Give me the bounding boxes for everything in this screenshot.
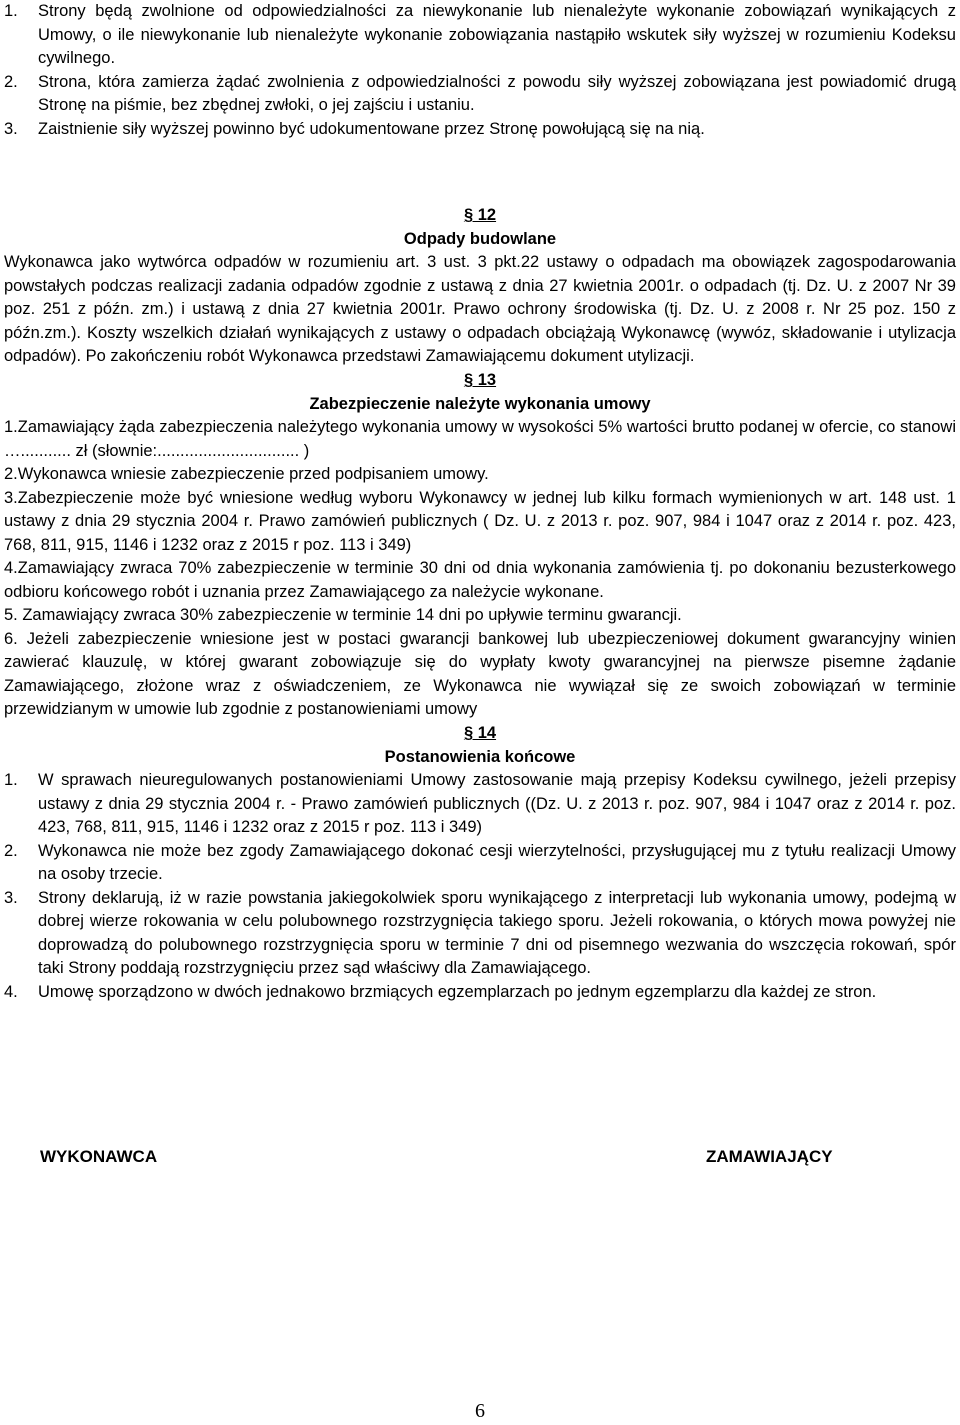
section-12	[4, 204, 956, 369]
list-item: 1. W sprawach nieuregulowanych postanowieniami Umowy zastosowanie mają przepisy Kodeksu cywilnego, jeżeli przepisy ustawy z dnia 29 stycznia 2004 r. - Prawo zamówień publicznych ((Dz. U. z 2013 r. poz. 907, 984 i 1047 oraz z 2014 r. poz. 423, 768, 811, 915, 1146 i 1232 oraz z 2015 r poz. 113 i 349)	[4, 771, 956, 836]
section-heading: § 12 Odpady budowlane	[403, 206, 557, 248]
paragraph: 5. Zamawiający zwraca 30% zabezpieczenie w terminie 14 dni po upływie terminu gwarancji.	[4, 606, 682, 624]
section-body: Wykonawca jako wytwórca odpadów w rozumieniu art. 3 ust. 3 pkt.22 ustawy o odpadach ma obowiązek zagospodarowania powstałych podczas realizacji zadania odpadów zgodnie z ustawą z dnia 27 kwietnia 2001r. o odpadach (tj. Dz. U. z 2007 Nr 39 poz. 251 z późn. zm.) i ustawą z dnia 27 kwietnia 2001r. Prawo ochrony środowiska (tj. Dz. U. z 2008 r. Nr 25 poz. 150 z późn.zm.). Koszty wszelkich działań wynikających z ustawy o odpadach obciążają Wykonawcę (wywóz, składowanie i utylizacja odpadów). Po zakończeniu robót Wykonawca przedstawi Zamawiającemu dokument utylizacji.	[4, 253, 956, 365]
paragraph: 4.Zamawiający zwraca 70% zabezpieczenie w terminie 30 dni od dnia wykonania zamówienia tj. po dokonaniu bezusterkowego odbioru końcowego robót i uznania przez Zamawiającego za należycie wykonane.	[4, 559, 956, 601]
signature-client: ZAMAWIAJĄCY	[706, 1147, 833, 1166]
force-majeure-list	[4, 0, 956, 141]
list-item: 3. Strony deklarują, iż w razie powstania jakiegokolwiek sporu wynikającego z interpretacji lub wykonania umowy, podejmą w dobrej wierze rokowania w celu polubownego rozstrzygnięcia takiego sporu. Jeżeli rokowania, o których mowa powyżej nie doprowadzą do polubownego rozstrzygnięcia sporu w terminie 7 dni od pisemnego wezwania do wszczęcia rokowań, spór taki Strony poddają rozstrzygnięciu przez sąd właściwy dla Zamawiającego.	[4, 888, 956, 977]
page-number: 6	[475, 1400, 485, 1422]
section-13	[4, 369, 956, 722]
list-item: 2. Strona, która zamierza żądać zwolnienia z odpowiedzialności z powodu siły wyższej zobowiązana jest powiadomić drugą Stronę na piśmie, bez zbędnej zwłoki, o jej zajściu i ustaniu.	[4, 72, 956, 114]
section-14	[4, 722, 956, 1004]
list-item: 2. Wykonawca nie może bez zgody Zamawiającego dokonać cesji wierzytelności, przysługującej mu z tytułu realizacji Umowy na osoby trzecie.	[4, 841, 956, 883]
paragraph: 6. Jeżeli zabezpieczenie wniesione jest w postaci gwarancji bankowej lub ubezpieczeniowej dokument gwarancyjny winien zawierać klauzulę, w której gwarant zobowiązuje się do wypłaty kwoty gwarancyjnej na pierwsze pisemne żądanie Zamawiającego, złożone wraz z oświadczeniem, ze Wykonawca nie wywiązał się ze swoich zobowiązań w terminie przewidzianym w umowie lub zgodnie z postanowieniami umowy	[4, 629, 956, 718]
list-item: 4. Umowę sporządzono w dwóch jednakowo brzmiących egzemplarzach po jednym egzemplarzu dla każdej ze stron.	[4, 982, 877, 1001]
section-heading: § 14 Postanowienia końcowe	[384, 724, 576, 766]
signature-contractor: WYKONAWCA	[40, 1147, 158, 1166]
section-heading: § 13 Zabezpieczenie należyte wykonania umowy	[309, 371, 651, 413]
list-item: 1. Strony będą zwolnione od odpowiedzialności za niewykonanie lub nienależyte wykonanie zobowiązań wynikających z Umowy, o ile niewykonanie lub nienależyte wykonanie zobowiązania nastąpiło wskutek siły wyższej w rozumieniu Kodeksu cywilnego.	[4, 2, 956, 67]
paragraph: 1.Zamawiający żąda zabezpieczenia należytego wykonania umowy w wysokości 5% wartości brutto podanej w ofercie, co stanowi …........... zł (słownie:............................... )	[4, 418, 956, 460]
paragraph: 2.Wykonawca wniesie zabezpieczenie przed podpisaniem umowy.	[4, 465, 489, 483]
list-item: 3. Zaistnienie siły wyższej powinno być udokumentowane przez Stronę powołującą się na nią.	[4, 119, 705, 138]
paragraph: 3.Zabezpieczenie może być wniesione według wyboru Wykonawcy w jednej lub kilku formach wymienionych w art. 148 ust. 1 ustawy z dnia 29 stycznia 2004 r. Prawo zamówień publicznych ( Dz. U. z 2013 r. poz. 907, 984 i 1047 oraz z 2014 r. poz. 423, 768, 811, 915, 1146 i 1232 oraz z 2015 r poz. 113 i 349)	[4, 488, 956, 554]
